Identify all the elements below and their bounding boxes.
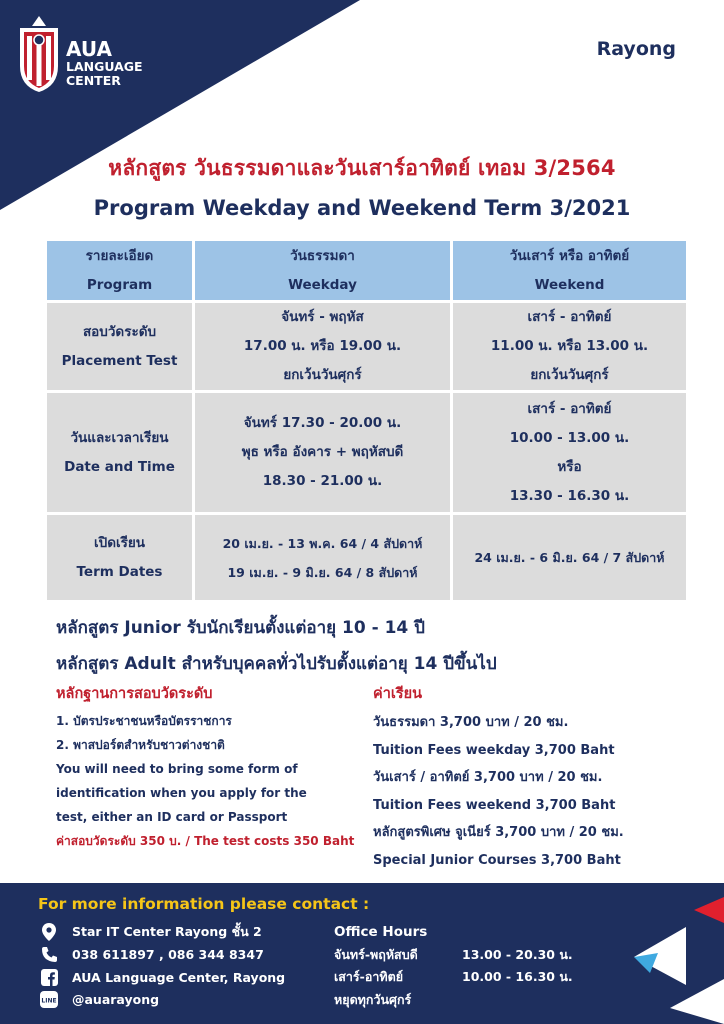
header-weekend: วันเสาร์ หรือ อาทิตย์ Weekend: [452, 240, 688, 302]
line-app-icon: [38, 991, 60, 1009]
phone-icon: [38, 946, 60, 964]
fees-title: ค่าเรียน: [373, 686, 422, 702]
contact-phone-text: 038 611897 , 086 344 8347: [72, 947, 264, 963]
hours-row: หยุดทุกวันศุกร์: [334, 991, 412, 1007]
test-cost: ค่าสอบวัดระดับ 350 บ. / The test costs 350 Baht: [56, 834, 355, 848]
fee-line: หลักสูตรพิเศษ จูเนียร์ 3,700 บาท / 20 ชม.: [373, 825, 624, 840]
documents-line: You will need to bring some form of: [56, 762, 298, 776]
contact-footer: [0, 883, 724, 1024]
header-program: รายละเอียด Program: [46, 240, 194, 302]
logo-center-text: CENTER: [66, 73, 121, 88]
contact-title: For more information please contact :: [38, 895, 370, 913]
documents-line: test, either an ID card or Passport: [56, 810, 288, 824]
documents-line: identification when you apply for the: [56, 786, 307, 800]
contact-facebook[interactable]: [38, 966, 285, 989]
svg-text:LINE: LINE: [41, 997, 57, 1005]
contact-address-text: Star IT Center Rayong ชั้น 2: [72, 924, 262, 940]
logo-aua-text: AUA: [66, 37, 112, 61]
fee-line: Tuition Fees weekday 3,700 Baht: [373, 742, 615, 758]
adult-course-text: หลักสูตร Adult สำหรับบุคคลทั่วไปรับตั้งแต่อายุ 14 ปีขึ้นไป: [56, 654, 497, 674]
fee-line: วันธรรมดา 3,700 บาท / 20 ชม.: [373, 715, 569, 730]
title-thai: หลักสูตร วันธรรมดาและวันเสาร์อาทิตย์ เทอม 3/2564: [108, 156, 616, 180]
fee-line: วันเสาร์ / อาทิตย์ 3,700 บาท / 20 ชม.: [373, 770, 603, 785]
location-pin-icon: [38, 923, 60, 941]
datetime-weekend: เสาร์ - อาทิตย์ 10.00 - 13.00 น. หรือ 13.30 - 16.30 น.: [452, 392, 688, 514]
row-label-date-time: วันและเวลาเรียน Date and Time: [46, 392, 194, 514]
datetime-weekday: จันทร์ 17.30 - 20.00 น. พุธ หรือ อังคาร + พฤหัสบดี 18.30 - 21.00 น.: [194, 392, 452, 514]
placement-documents: [56, 682, 372, 853]
tuition-fees: [373, 682, 713, 874]
city-label: Rayong: [596, 38, 676, 60]
contact-list: [38, 921, 285, 1011]
hours-row: เสาร์-อาทิตย์ 10.00 - 16.30 น.: [334, 969, 573, 985]
table-row: [46, 514, 688, 602]
table-row: [46, 392, 688, 514]
office-hours-title: Office Hours: [334, 924, 428, 940]
contact-line[interactable]: [38, 989, 285, 1012]
row-label-term-dates: เปิดเรียน Term Dates: [46, 514, 194, 602]
header-weekday: วันธรรมดา Weekday: [194, 240, 452, 302]
fee-line: Special Junior Courses 3,700 Baht: [373, 852, 621, 868]
documents-title: หลักฐานการสอบวัดระดับ: [56, 686, 213, 702]
aua-logo: [16, 14, 166, 96]
placement-weekend: เสาร์ - อาทิตย์ 11.00 น. หรือ 13.00 น. ยกเว้นวันศุกร์: [452, 302, 688, 392]
decorative-triangles: [604, 883, 724, 1024]
table-row: [46, 302, 688, 392]
aua-crest-icon: [16, 14, 62, 94]
office-hours: [334, 921, 573, 1011]
schedule-table: [44, 238, 689, 603]
hours-row: จันทร์-พฤหัสบดี 13.00 - 20.30 น.: [334, 946, 573, 962]
facebook-icon: [38, 968, 60, 986]
table-header-row: [46, 240, 688, 302]
documents-line: 2. พาสปอร์ตสำหรับชาวต่างชาติ: [56, 738, 225, 752]
contact-line-text: @auarayong: [72, 992, 160, 1008]
contact-address: [38, 921, 285, 944]
termdates-weekday: 20 เม.ย. - 13 พ.ค. 64 / 4 สัปดาห์ 19 เม.ย. - 9 มิ.ย. 64 / 8 สัปดาห์: [194, 514, 452, 602]
title-english: Program Weekday and Weekend Term 3/2021: [93, 196, 631, 220]
logo-language-text: LANGUAGE: [66, 59, 143, 74]
contact-facebook-text: AUA Language Center, Rayong: [72, 969, 286, 985]
junior-course-text: หลักสูตร Junior รับนักเรียนตั้งแต่อายุ 10 - 14 ปี: [56, 618, 425, 638]
fee-line: Tuition Fees weekend 3,700 Baht: [373, 797, 616, 813]
row-label-placement: สอบวัดระดับ Placement Test: [46, 302, 194, 392]
contact-phone[interactable]: [38, 944, 285, 967]
placement-weekday: จันทร์ - พฤหัส 17.00 น. หรือ 19.00 น. ยกเว้นวันศุกร์: [194, 302, 452, 392]
documents-line: 1. บัตรประชาชนหรือบัตรราชการ: [56, 714, 232, 728]
termdates-weekend: 24 เม.ย. - 6 มิ.ย. 64 / 7 สัปดาห์: [452, 514, 688, 602]
